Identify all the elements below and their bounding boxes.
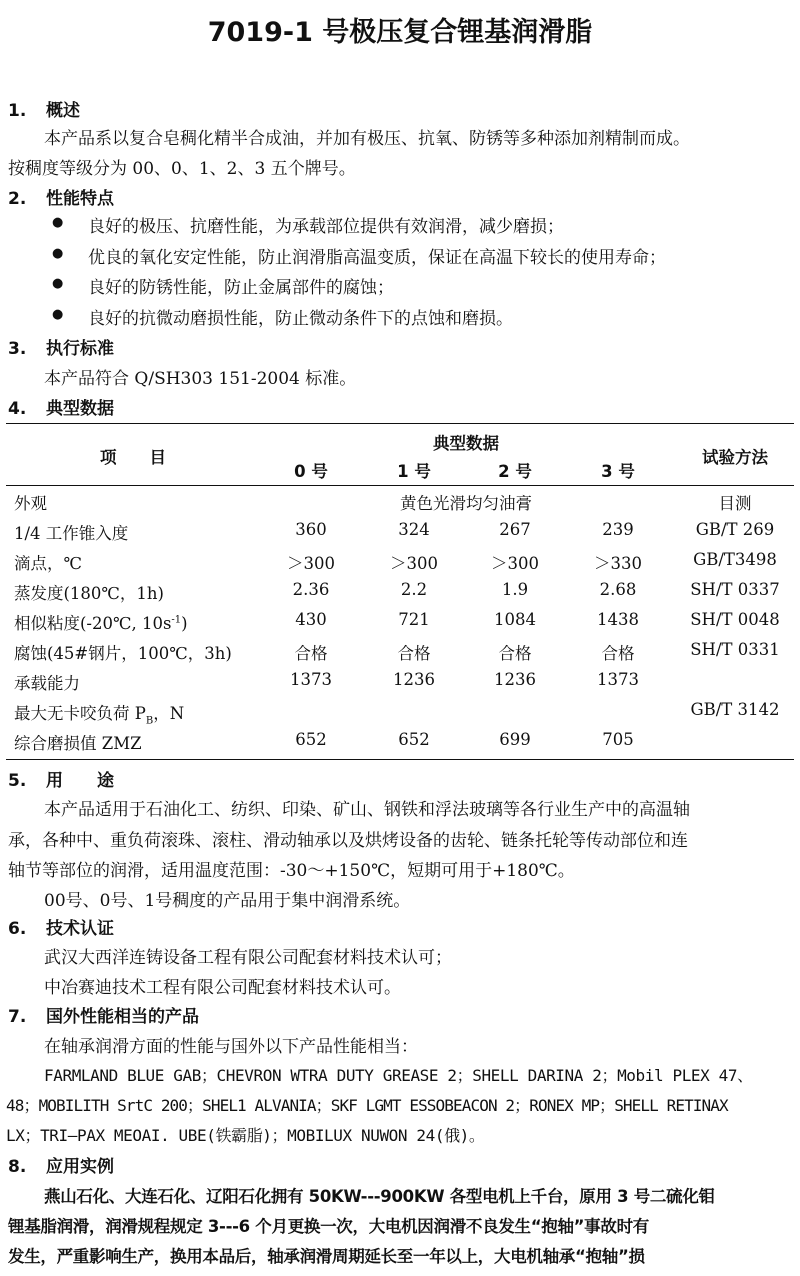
item-text: 最大无卡咬负荷 P	[14, 704, 146, 723]
table-cell: 2.2	[400, 580, 428, 599]
table-row-item	[14, 610, 188, 634]
table-header-item: 项 目	[100, 448, 166, 467]
section-1-heading	[8, 96, 80, 121]
section-3-heading	[8, 334, 114, 359]
table-row-method: GB/T 3142	[690, 700, 780, 719]
section-title: 性能特点	[46, 189, 114, 209]
page-title: 7019-1 号极压复合锂基润滑脂	[207, 17, 593, 48]
table-cell: 1438	[597, 610, 639, 629]
paragraph-line: 发生，严重影响生产，换用本品后，轴承润滑周期延长至一年以上，大电机轴承“抱轴”损	[8, 1247, 645, 1266]
table-cell: 430	[295, 610, 327, 629]
section-number: 7.	[8, 1007, 27, 1027]
paragraph-line: 承，各种中、重负荷滚珠、滚柱、滑动轴承以及烘烤设备的齿轮、链条托轮等传动部位和连	[8, 831, 688, 851]
paragraph-line: 本产品适用于石油化工、纺织、印染、矿山、钢铁和浮法玻璃等各行业生产中的高温轴	[44, 800, 690, 820]
paragraph-line: 燕山石化、大连石化、辽阳石化拥有 50KW---900KW 各型电机上千台，原用 3 号二硫化钼	[44, 1187, 715, 1206]
paragraph-line: 中冶赛迪技术工程有限公司配套材料技术认可。	[44, 978, 401, 998]
table-cell: 1373	[290, 670, 332, 689]
section-6-heading	[8, 914, 114, 939]
superscript: -1	[171, 614, 182, 626]
section-number: 2.	[8, 189, 27, 209]
table-row-item: 1/4 工作锥入度	[14, 524, 129, 543]
item-text-end: ，N	[153, 704, 185, 723]
table-cell: 324	[398, 520, 430, 539]
table-header-grade: 1 号	[397, 462, 431, 481]
table-cell: 1084	[494, 610, 536, 629]
table-cell: 721	[398, 610, 430, 629]
table-cell: ＞300	[287, 554, 335, 573]
feature-item: 优良的氧化安定性能，防止润滑脂高温变质，保证在高温下较长的使用寿命；	[88, 248, 666, 268]
table-cell: 1236	[393, 670, 435, 689]
table-cell: 652	[398, 730, 430, 749]
table-bottom-rule	[6, 759, 794, 760]
table-header-grade: 3 号	[601, 462, 635, 481]
feature-item: 良好的防锈性能，防止金属部件的腐蚀；	[88, 278, 394, 298]
bullet-icon: ●	[52, 215, 64, 230]
table-row-method: SH/T 0048	[690, 610, 780, 629]
item-text-end: )	[181, 614, 188, 633]
table-cell: 2.36	[292, 580, 330, 599]
section-number: 1.	[8, 101, 27, 121]
section-title: 用 途	[46, 771, 114, 791]
item-text: 相似粘度(-20℃, 10s	[14, 614, 172, 633]
table-row-method: 目测	[718, 494, 752, 513]
paragraph-line: 按稠度等级分为 00、0、1、2、3 五个牌号。	[8, 159, 356, 179]
table-row-item: 综合磨损值 ZMZ	[14, 734, 142, 753]
table-cell: 合格	[601, 644, 635, 663]
table-cell: 652	[295, 730, 327, 749]
table-row-span-value: 黄色光滑均匀油膏	[400, 494, 532, 513]
table-row-method: GB/T 269	[695, 520, 775, 539]
section-title: 应用实例	[46, 1157, 114, 1177]
section-2-heading	[8, 184, 114, 209]
table-cell: 2.68	[599, 580, 637, 599]
subscript: B	[145, 715, 154, 727]
table-row-item	[14, 700, 184, 726]
section-title: 国外性能相当的产品	[46, 1007, 199, 1027]
table-row-item: 蒸发度(180℃，1h)	[14, 584, 164, 603]
section-4-heading	[8, 394, 114, 419]
table-cell: 1.9	[501, 580, 529, 599]
section-number: 6.	[8, 919, 27, 939]
table-cell: ＞330	[594, 554, 642, 573]
table-row-item: 滴点，℃	[14, 554, 82, 573]
feature-item: 良好的极压、抗磨性能，为承载部位提供有效润滑，减少磨损；	[88, 217, 564, 237]
table-row-method: GB/T3498	[693, 550, 777, 569]
table-row-item: 腐蚀(45#钢片，100℃，3h)	[14, 644, 232, 663]
section-title: 典型数据	[46, 399, 114, 419]
section-number: 3.	[8, 339, 27, 359]
table-cell: 267	[499, 520, 531, 539]
table-cell: 1373	[597, 670, 639, 689]
table-cell: 705	[602, 730, 634, 749]
paragraph-line: 锂基脂润滑，润滑规程规定 3---6 个月更换一次，大电机因润滑不良发生“抱轴”事故时有	[8, 1217, 649, 1236]
table-header-method: 试验方法	[702, 448, 768, 467]
section-title: 技术认证	[46, 919, 114, 939]
table-row-method: SH/T 0331	[690, 640, 780, 659]
paragraph-line: 本产品系以复合皂稠化精半合成油，并加有极压、抗氧、防锈等多种添加剂精制而成。	[44, 129, 690, 149]
table-cell: 360	[295, 520, 327, 539]
section-7-heading	[8, 1002, 199, 1027]
feature-item: 良好的抗微动磨损性能，防止微动条件下的点蚀和磨损。	[88, 309, 513, 329]
table-row-method: SH/T 0337	[690, 580, 780, 599]
paragraph-line: 00号、0号、1号稠度的产品用于集中润滑系统。	[44, 891, 411, 911]
table-cell: 合格	[294, 644, 328, 663]
paragraph-line: LX；TRI—PAX MEOAI. UBE(铁霸脂)；MOBILUX NUWON 24(俄)。	[6, 1126, 485, 1145]
bullet-icon: ●	[52, 307, 64, 322]
section-title: 概述	[46, 101, 80, 121]
table-cell: ＞300	[390, 554, 438, 573]
table-cell: 1236	[494, 670, 536, 689]
section-number: 8.	[8, 1157, 27, 1177]
table-header-rule	[6, 485, 794, 486]
section-number: 4.	[8, 399, 27, 419]
table-cell: 合格	[498, 644, 532, 663]
paragraph-line: 本产品符合 Q/SH303 151-2004 标准。	[44, 369, 357, 389]
table-cell: ＞300	[491, 554, 539, 573]
paragraph-line: 48；MOBILITH SrtC 200；SHEL1 ALVANIA；SKF LGMT ESSOBEACON 2；RONEX MP；SHELL RETINAX	[6, 1096, 728, 1115]
section-8-heading	[8, 1152, 114, 1177]
table-cell: 699	[499, 730, 531, 749]
bullet-icon: ●	[52, 276, 64, 291]
paragraph-line: 在轴承润滑方面的性能与国外以下产品性能相当：	[44, 1037, 418, 1057]
table-top-rule	[6, 423, 794, 424]
bullet-icon: ●	[52, 246, 64, 261]
section-title: 执行标准	[46, 339, 114, 359]
table-row-item: 承载能力	[14, 674, 80, 693]
paragraph-line: 武汉大西洋连铸设备工程有限公司配套材料技术认可；	[44, 948, 452, 968]
table-cell: 239	[602, 520, 634, 539]
table-row-item: 外观	[14, 494, 47, 513]
section-number: 5.	[8, 771, 27, 791]
table-header-grade: 2 号	[498, 462, 532, 481]
paragraph-line: 轴节等部位的润滑，适用温度范围：-30～+150℃，短期可用于+180℃。	[8, 861, 575, 881]
paragraph-line: FARMLAND BLUE GAB；CHEVRON WTRA DUTY GREASE 2；SHELL DARINA 2；Mobil PLEX 47、	[44, 1066, 753, 1085]
table-cell: 合格	[397, 644, 431, 663]
table-header-group: 典型数据	[433, 434, 499, 453]
table-header-grade: 0 号	[294, 462, 328, 481]
section-5-heading	[8, 766, 114, 791]
